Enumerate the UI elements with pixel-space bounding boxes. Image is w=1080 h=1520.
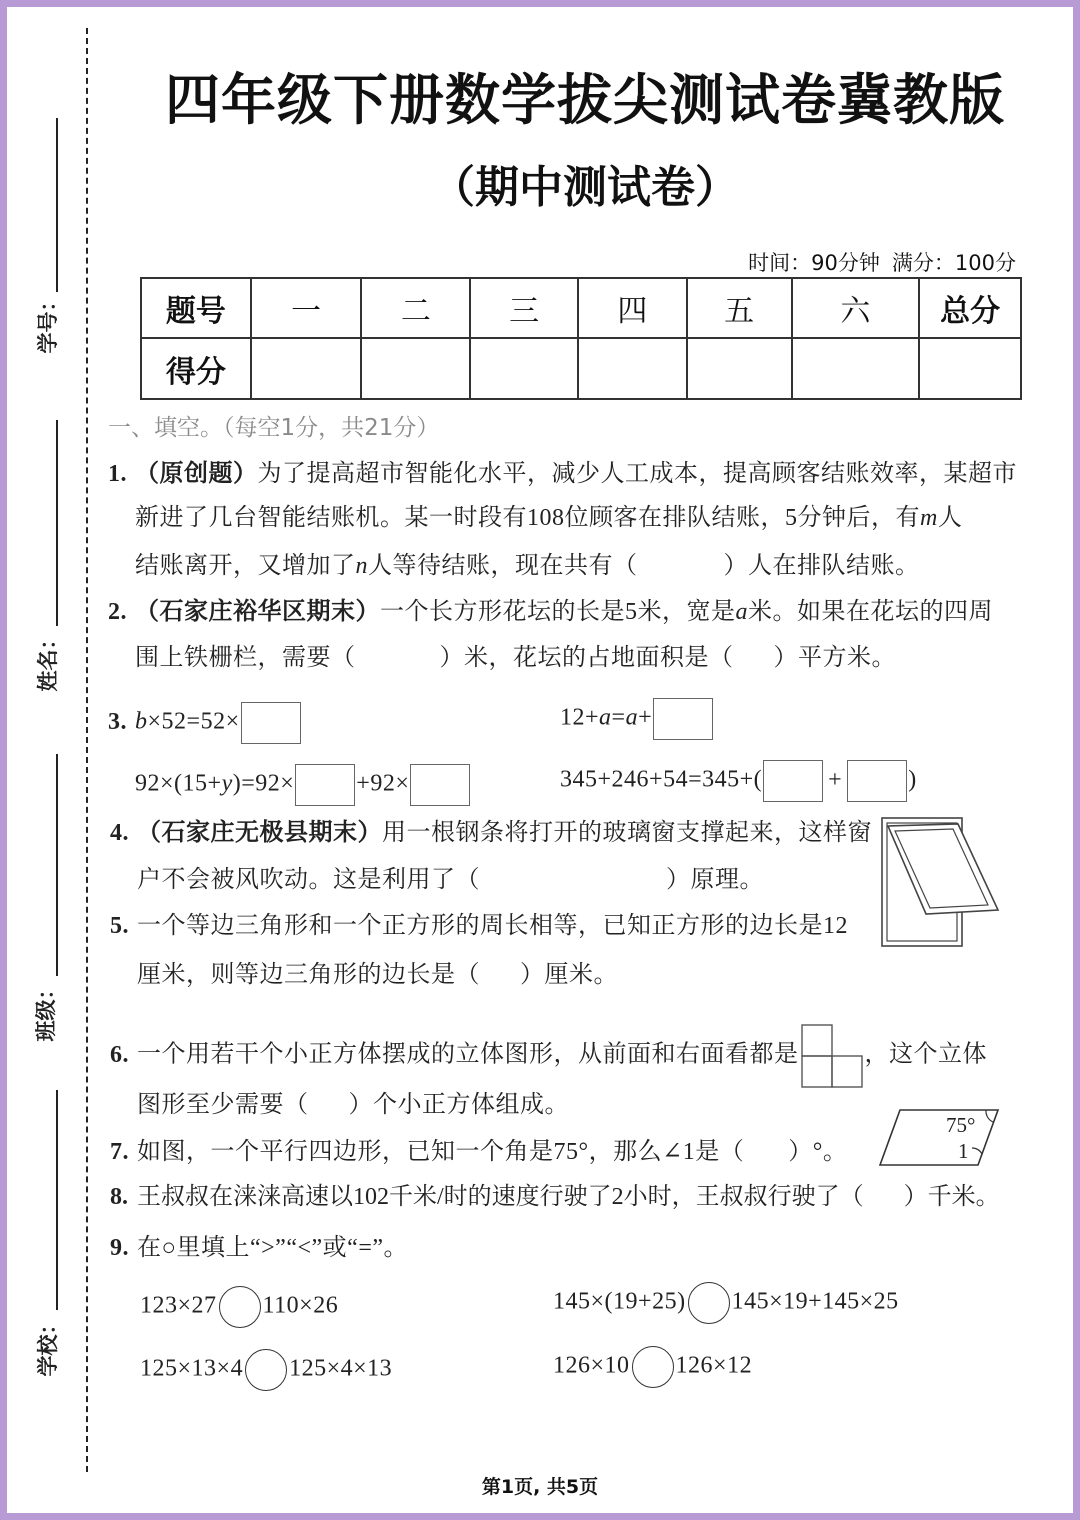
student-id-label: 学号：: [36, 290, 60, 354]
comparison-item: [553, 1346, 752, 1378]
variable-m: m: [920, 505, 938, 531]
q3-expression-1: [108, 702, 302, 734]
answer-blank: [309, 1102, 349, 1112]
q8-line-1: [110, 1181, 1000, 1213]
comparison-circle: [688, 1282, 730, 1324]
comparison-item: [553, 1282, 899, 1314]
header-cell: 总分: [919, 278, 1021, 338]
q5-line-1: [110, 910, 848, 942]
question-text: ）米，花坛的占地面积是（: [439, 645, 734, 671]
q1-line-3: [135, 550, 920, 582]
angle-75-label: 75°: [946, 1113, 976, 1137]
comparison-right: 145×19+145×25: [731, 1288, 899, 1315]
question-number: 2.: [108, 599, 127, 625]
answer-blank: [356, 655, 440, 665]
student-id-write-line: [56, 118, 58, 292]
question-text: ）个小正方体组成。: [348, 1092, 569, 1118]
full-score: 满分：100分: [891, 251, 1016, 275]
question-text: 图形至少需要（: [137, 1092, 309, 1118]
q3-expression-2: [560, 698, 714, 730]
header-cell: 三: [470, 278, 578, 338]
window-sash-outer: [888, 824, 998, 914]
cube-view-figure: [801, 1024, 863, 1088]
q3-expression-4: [560, 760, 917, 792]
school-label: 学校：: [36, 1313, 60, 1377]
expression-text: 345+246+54=345+(: [560, 766, 763, 793]
comparison-right: 125×4×13: [289, 1355, 393, 1382]
answer-box: [295, 764, 355, 806]
answer-box: [410, 764, 470, 806]
comparison-circle: [219, 1286, 261, 1328]
question-source: （石家庄裕华区期末）: [135, 599, 380, 625]
question-text: 王叔叔在涞涞高速以102千米/时的速度行驶了2小时，王叔叔行驶了（: [137, 1184, 864, 1210]
q6-line-1: [110, 1024, 987, 1068]
question-text: ）千米。: [903, 1184, 1000, 1210]
answer-blank: [744, 1149, 788, 1159]
score-table-score-row: [141, 338, 1021, 399]
question-text: 一个等边三角形和一个正方形的周长相等，已知正方形的边长是12: [137, 913, 848, 939]
score-cell: [687, 338, 792, 399]
name-label: 姓名：: [36, 628, 60, 692]
question-text: ）平方米。: [773, 645, 896, 671]
expression-text: =: [611, 704, 626, 731]
question-text: ，这个立体: [864, 1041, 987, 1068]
header-cell: 题号: [141, 278, 251, 338]
score-cell: [578, 338, 687, 399]
score-cell: [251, 338, 362, 399]
question-text: 为了提高超市智能化水平，减少人工成本，提高顾客结账效率，某超市: [257, 461, 1017, 487]
question-text: 人等待结账，现在共有（: [368, 553, 638, 579]
expression-text: +92×: [356, 770, 410, 797]
score-cell: [470, 338, 578, 399]
q3-expression-3: [135, 764, 471, 796]
question-source: （石家庄无极县期末）: [137, 820, 382, 846]
header-cell: 五: [687, 278, 792, 338]
question-number: 6.: [110, 1041, 129, 1068]
q7-line-1: [110, 1136, 847, 1168]
question-text: ）人在排队结账。: [723, 553, 920, 579]
view-square: [832, 1056, 862, 1087]
expression-text: )=92×: [232, 770, 295, 797]
variable-n: n: [355, 553, 368, 579]
expression-text: +: [638, 704, 653, 731]
header-cell: 四: [578, 278, 687, 338]
expression-text: 12+: [560, 704, 600, 731]
score-cell: [792, 338, 920, 399]
question-source: （原创题）: [135, 461, 258, 487]
answer-blank: [638, 563, 724, 573]
question-text: ）厘米。: [520, 962, 618, 988]
expression-text: 92×(15+: [135, 770, 222, 797]
row-label-cell: 得分: [141, 338, 251, 399]
angle-75-arc: [986, 1110, 993, 1122]
question-text: 如图，一个平行四边形，已知一个角是75°，那么∠1是（: [137, 1139, 745, 1165]
header-cell: 六: [792, 278, 920, 338]
answer-box: [763, 760, 823, 802]
time-limit: 时间：90分钟: [748, 251, 880, 275]
score-table-header-row: [141, 278, 1021, 338]
comparison-right: 110×26: [262, 1292, 339, 1319]
view-square: [802, 1025, 832, 1056]
question-text: 结账离开，又增加了: [135, 553, 356, 579]
variable-b: b: [135, 708, 148, 735]
question-text: ）°。: [788, 1139, 848, 1165]
question-number: 7.: [110, 1139, 129, 1165]
q4-line-1: [110, 817, 872, 849]
question-text: 新进了几台智能结账机。某一时段有108位顾客在排队结账，5分钟后，有: [135, 505, 920, 531]
answer-box: [241, 702, 301, 744]
answer-blank: [480, 972, 520, 982]
name-write-line: [56, 420, 58, 626]
question-number: 3.: [108, 708, 127, 735]
page-footer: 第1页, 共5页: [481, 1476, 599, 1498]
variable-a: a: [625, 704, 639, 731]
score-cell: [919, 338, 1021, 399]
question-text: 户不会被风吹动。这是利用了（: [137, 867, 480, 893]
open-window-figure: [878, 814, 1004, 950]
expression-text: ): [908, 766, 917, 793]
comparison-left: 125×13×4: [140, 1355, 244, 1382]
question-text: 人: [937, 505, 963, 531]
exam-meta: [600, 248, 1016, 278]
page-subtitle: （期中测试卷）: [431, 162, 739, 213]
question-text: 围上铁栅栏，需要（: [135, 645, 356, 671]
answer-blank: [864, 1194, 904, 1204]
question-text: 一个长方形花坛的长是5米，宽是: [380, 599, 736, 625]
page-title: 四年级下册数学拔尖测试卷冀教版: [164, 68, 1005, 132]
comparison-left: 145×(19+25): [553, 1288, 686, 1315]
question-text: 一个用若干个小正方体摆成的立体图形，从前面和右面看都是: [137, 1041, 799, 1068]
answer-box: [847, 760, 907, 802]
q1-line-1: [108, 458, 1017, 490]
parallelogram-figure: [876, 1104, 1002, 1170]
q5-line-2: [137, 959, 618, 991]
question-number: 5.: [110, 913, 129, 939]
question-text: 在○里填上“>”“<”或“=”。: [137, 1235, 409, 1261]
q4-line-2: [137, 864, 764, 896]
comparison-left: 123×27: [140, 1292, 217, 1319]
answer-blank: [480, 877, 666, 887]
binding-dashed-line: [86, 28, 88, 1472]
q1-line-2: [135, 502, 962, 534]
question-number: 8.: [110, 1184, 128, 1210]
answer-box: [653, 698, 713, 740]
parallelogram-shape: [880, 1110, 998, 1165]
q2-line-1: [108, 596, 993, 628]
question-text: 米。如果在花坛的四周: [748, 599, 993, 625]
question-text: ）原理。: [666, 867, 764, 893]
comparison-circle: [245, 1349, 287, 1391]
question-text: 厘米，则等边三角形的边长是（: [137, 962, 480, 988]
comparison-left: 126×10: [553, 1352, 630, 1379]
view-square: [802, 1056, 832, 1087]
question-number: 9.: [110, 1235, 129, 1261]
comparison-circle: [632, 1346, 674, 1388]
q2-line-2: [135, 642, 896, 674]
header-cell: 二: [361, 278, 470, 338]
comparison-item: [140, 1349, 392, 1381]
variable-a: a: [599, 704, 612, 731]
q9-line-1: [110, 1232, 408, 1264]
score-table: [140, 277, 1022, 400]
comparison-item: [140, 1286, 338, 1318]
answer-blank: [734, 655, 774, 665]
q6-line-2: [137, 1089, 569, 1121]
expression-text: ×52=52×: [147, 708, 240, 735]
school-write-line: [56, 1090, 58, 1310]
variable-y: y: [221, 770, 233, 797]
expression-text: +: [828, 766, 843, 793]
variable-a: a: [735, 599, 748, 625]
section-heading: 一、填空。（每空1分，共21分）: [108, 415, 440, 441]
angle-1-arc: [972, 1148, 982, 1154]
comparison-right: 126×12: [675, 1352, 753, 1379]
angle-1-label: 1: [958, 1139, 969, 1163]
class-label: 班级：: [34, 978, 58, 1042]
question-text: 用一根钢条将打开的玻璃窗支撑起来，这样窗: [382, 820, 872, 846]
score-cell: [361, 338, 470, 399]
header-cell: 一: [251, 278, 362, 338]
class-write-line: [56, 754, 58, 976]
question-number: 4.: [110, 820, 129, 846]
question-number: 1.: [108, 461, 127, 487]
